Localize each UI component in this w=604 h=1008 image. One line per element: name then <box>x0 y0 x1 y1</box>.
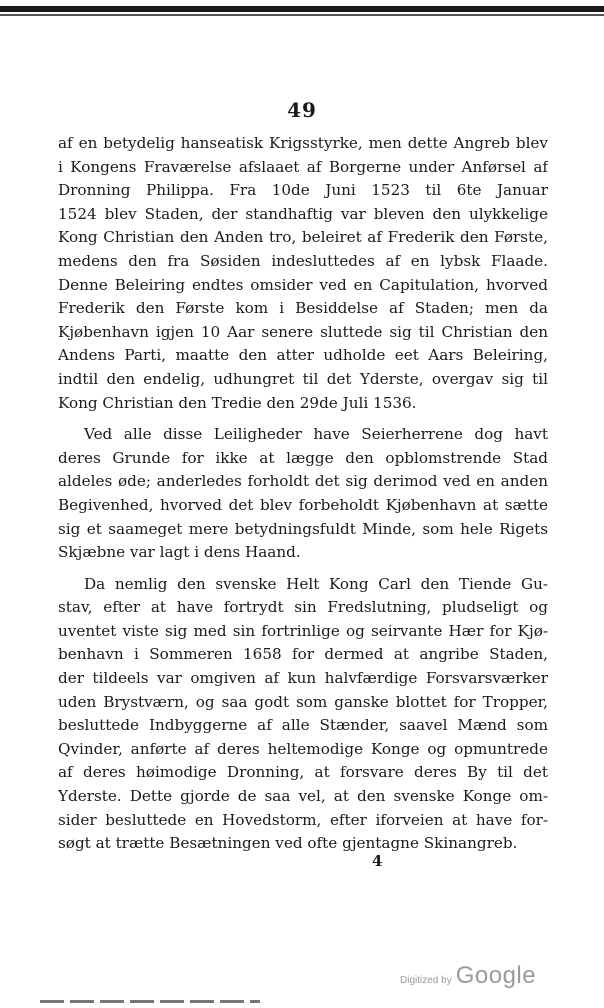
text-line: sig et saameget mere betydningsfuldt Minde, som hele Rigets <box>58 519 548 538</box>
text-line: Kong Christian den Tredie den 29de Juli 1536. <box>58 393 417 412</box>
text-line: Frederik den Første kom i Besiddelse af Staden; men da <box>58 299 548 318</box>
page-number: 49 <box>287 98 317 122</box>
text-line: Andens Parti, maatte den atter udholde eet Aars Beleiring, <box>58 346 548 365</box>
paragraph-gap <box>58 415 548 423</box>
text-line: uventet viste sig med sin fortrinlige og seirvante Hær for Kjø- <box>58 621 548 640</box>
top-border-rule-thin <box>0 14 604 16</box>
text-line: medens den fra Søsiden indesluttedes af en lybsk Flaade. <box>58 251 548 270</box>
text-line: indtil den endelig, udhungret til det Yderste, overgav sig til <box>58 369 548 388</box>
text-line: søgt at trætte Besætningen ved ofte gjentagne Skinangreb. <box>58 834 518 853</box>
google-logo: Google <box>455 962 537 989</box>
text-line: 1524 blev Staden, der standhaftig var bleven den ulykkelige <box>58 204 548 223</box>
text-line: sider besluttede en Hovedstorm, efter iforveien at have for- <box>58 810 548 829</box>
text-line: deres Grunde for ikke at lægge den opblomstrende Stad <box>58 448 548 467</box>
paragraph <box>58 423 548 565</box>
text-line: stav, efter at have fortrydt sin Fredslutning, pludseligt og <box>58 598 548 617</box>
text-line: benhavn i Sommeren 1658 for dermed at angribe Staden, <box>58 645 548 664</box>
text-line: aldeles øde; anderledes forholdt det sig derimod ved en anden <box>58 472 548 491</box>
text-line: Yderste. Dette gjorde de saa vel, at den svenske Konge om- <box>58 787 548 806</box>
text-line: af deres høimodige Dronning, at forsvare deres By til det <box>58 763 548 782</box>
watermark-prefix: Digitized by <box>400 975 452 986</box>
bottom-border-rule <box>40 1000 260 1003</box>
text-line: Begivenhed, hvorved det blev forbeholdt Kjøbenhavn at sætte <box>58 495 548 514</box>
text-line: Kjøbenhavn igjen 10 Aar senere sluttede sig til Christian den <box>58 322 548 341</box>
text-line: uden Brystværn, og saa godt som ganske blottet for Tropper, <box>58 692 548 711</box>
paragraph <box>58 132 548 415</box>
text-line: der tildeels var omgiven af kun halvfærdige Forsvarsværker <box>58 669 548 688</box>
text-line: Denne Beleiring endtes omsider ved en Capitulation, hvorved <box>58 275 548 294</box>
text-line: Skjæbne var lagt i dens Haand. <box>58 543 301 562</box>
top-border-rule <box>0 6 604 12</box>
paragraph <box>58 573 548 856</box>
paragraph-gap <box>58 565 548 573</box>
text-line: i Kongens Fraværelse afslaaet af Borgerne under Anførsel af <box>58 157 548 176</box>
text-line: Ved alle disse Leiligheder have Seierherrene dog havt <box>84 425 548 444</box>
text-line: Qvinder, anførte af deres heltemodige Konge og opmuntrede <box>58 739 548 758</box>
digitized-watermark <box>400 962 536 990</box>
text-line: af en betydelig hanseatisk Krigsstyrke, men dette Angreb blev <box>58 134 548 152</box>
text-line: besluttede Indbyggerne af alle Stænder, saavel Mænd som <box>58 716 548 735</box>
text-line: Da nemlig den svenske Helt Kong Carl den Tiende Gu- <box>84 574 548 593</box>
text-line: Dronning Philippa. Fra 10de Juni 1523 til 6te Januar <box>58 181 548 200</box>
body-text <box>58 132 548 856</box>
text-line: Kong Christian den Anden tro, beleiret af Frederik den Første, <box>58 228 548 247</box>
signature-mark: 4 <box>372 852 383 870</box>
